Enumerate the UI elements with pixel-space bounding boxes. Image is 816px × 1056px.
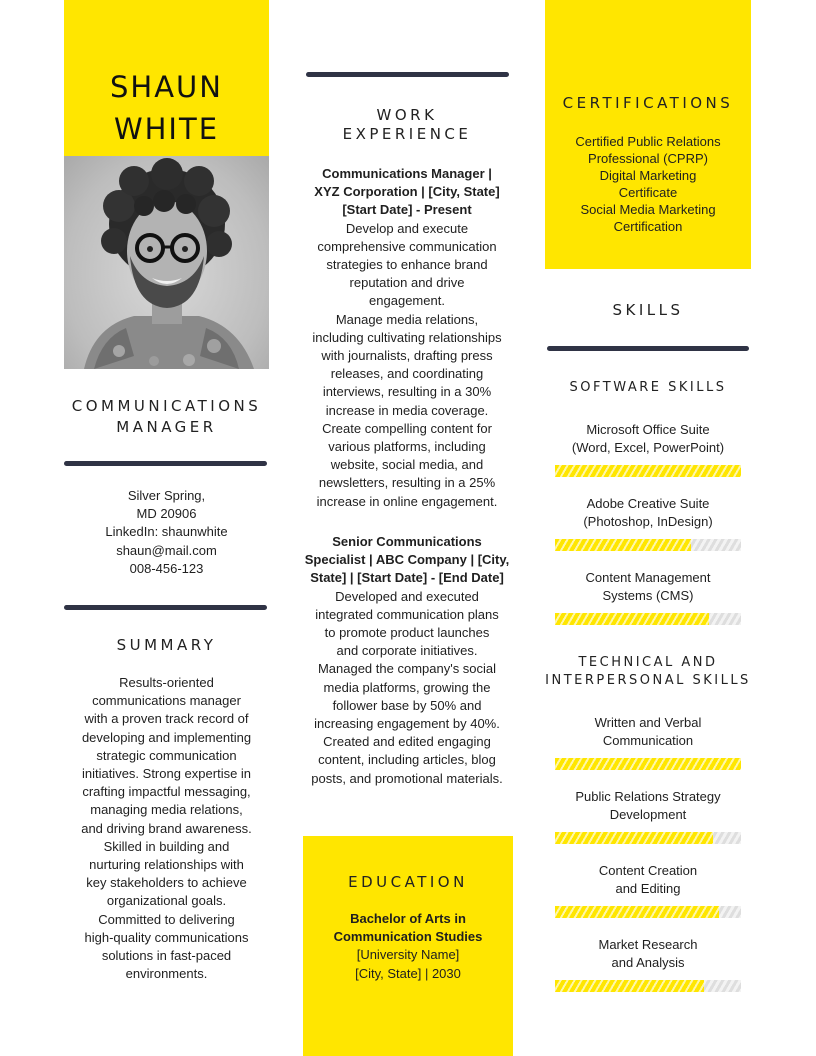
job-title-line: State] | [Start Date] - [End Date] [310, 570, 504, 586]
job-description-line: comprehensive communication [317, 238, 497, 254]
university-name: [University Name] [356, 947, 460, 963]
job-description-line: integrated communication plans [315, 606, 499, 622]
contact-address-city: Silver Spring, [127, 488, 206, 503]
job-description-line: increase in online engagement. [316, 493, 498, 509]
skill-label-line: Systems (CMS) [602, 588, 694, 604]
work-heading-line-1: WORK [376, 106, 438, 124]
skills-heading: SKILLS [612, 301, 684, 319]
certification-line: Certificate [618, 185, 678, 200]
skill-label-line: (Photoshop, InDesign) [583, 514, 713, 530]
certification-line: Digital Marketing [599, 168, 697, 183]
summary-line: key stakeholders to achieve [86, 875, 247, 891]
skill-bar-fill [555, 758, 741, 770]
job-description-line: Develop and execute [345, 220, 469, 236]
skill-label [545, 421, 751, 457]
job-description-line: Create compelling content for [322, 420, 492, 436]
summary-line: managing media relations, [90, 802, 243, 818]
divider-right [547, 346, 749, 351]
skill-label-line: Public Relations Strategy [575, 789, 721, 804]
summary-line: with a proven track record of [84, 711, 249, 727]
skill-bar-fill [555, 613, 709, 625]
certification-line: Certification [613, 219, 683, 234]
contact-linkedin: LinkedIn: shaunwhite [105, 524, 228, 540]
skill-level-bar [555, 980, 741, 992]
summary-line: solutions in fast-paced [101, 948, 232, 964]
skill-label-line: (Word, Excel, PowerPoint) [571, 440, 725, 456]
skill-bar-fill [555, 539, 691, 551]
skill-label-line: Content Management [585, 570, 711, 585]
summary-line: Skilled in building and [103, 838, 230, 854]
contact-email: shaun@mail.com [116, 542, 217, 558]
software-skills-heading: SOFTWARE SKILLS [569, 380, 727, 395]
summary-line: organizational goals. [106, 893, 227, 909]
skill-label-line: Market Research [598, 937, 698, 952]
job-description-line: engagement. [369, 293, 445, 309]
skill-label [545, 495, 751, 531]
skill-label-line: and Analysis [611, 955, 685, 971]
summary-line: initiatives. Strong expertise in [81, 766, 252, 782]
last-name: WHITE [113, 112, 220, 146]
divider-left-2 [64, 605, 267, 610]
job-description-line: Managed the company's social [317, 661, 497, 677]
skill-label-line: Written and Verbal [594, 715, 702, 730]
job-entry [299, 165, 515, 511]
skill-level-bar [555, 832, 741, 844]
degree-line-1: Bachelor of Arts in [350, 911, 466, 926]
technical-heading-line-1: TECHNICAL AND [578, 655, 718, 670]
certification-line: Social Media Marketing [580, 202, 716, 217]
skill-level-bar [555, 465, 741, 477]
job-description-line: posts, and promotional materials. [311, 770, 503, 786]
skill-label-line: and Editing [615, 881, 681, 897]
skill-label [545, 788, 751, 824]
job-description-line: with journalists, drafting press [321, 348, 493, 364]
first-name: SHAUN [110, 70, 223, 104]
skill-label [545, 936, 751, 972]
job-description-line: Manage media relations, [335, 311, 479, 327]
skill-level-bar [555, 758, 741, 770]
profile-photo [64, 156, 269, 369]
work-heading [303, 106, 511, 144]
job-description-line: interviews, resulting in a 30% [322, 384, 492, 400]
job-title-line-1: COMMUNICATIONS [71, 397, 262, 415]
job-entry [299, 533, 515, 788]
skill-label-line: Content Creation [598, 863, 698, 878]
skill-label [545, 862, 751, 898]
job-title-line: XYZ Corporation | [City, State] [314, 184, 500, 200]
job-title [64, 396, 269, 438]
certification-line: Certified Public Relations [575, 134, 721, 149]
education-heading: EDUCATION [348, 873, 468, 891]
skill-level-bar [555, 906, 741, 918]
skill-label [545, 569, 751, 605]
summary-line: nurturing relationships with [89, 857, 244, 873]
divider-middle-top [306, 72, 509, 77]
skill-label-line: Development [609, 807, 687, 823]
summary-line: developing and implementing [81, 729, 252, 745]
job-description-line: and corporate initiatives. [336, 643, 478, 659]
summary-line: Results-oriented [119, 675, 214, 690]
job-description-line: follower base by 50% and [332, 697, 482, 713]
job-description-line: Developed and executed [335, 588, 479, 604]
job-title-line: Communications Manager | [322, 166, 492, 181]
summary-text [64, 674, 269, 983]
summary-line: strategic communication [96, 747, 237, 763]
skill-label-line: Adobe Creative Suite [586, 496, 710, 511]
skill-label-line: Communication [602, 733, 694, 749]
technical-skills-heading [545, 654, 751, 690]
summary-line: and driving brand awareness. [81, 820, 252, 836]
degree-line-2: Communication Studies [333, 929, 483, 945]
skill-level-bar [555, 613, 741, 625]
job-description [299, 220, 515, 511]
job-description-line: website, social media, and [330, 457, 484, 473]
job-title-block [299, 165, 515, 220]
education-location-year: [City, State] | 2030 [355, 965, 461, 981]
job-description [299, 588, 515, 788]
job-description-line: media platforms, growing the [323, 679, 491, 695]
skill-level-bar [555, 539, 741, 551]
job-title-line: [Start Date] - Present [342, 202, 472, 218]
job-description-line: releases, and coordinating [330, 366, 484, 382]
summary-heading: SUMMARY [116, 636, 217, 654]
job-description-line: content, including articles, blog [318, 752, 496, 768]
skill-label-line: Microsoft Office Suite [586, 422, 710, 437]
job-title-line: Senior Communications [332, 534, 482, 549]
job-description-line: to promote product launches [324, 625, 490, 641]
work-heading-line-2: EXPERIENCE [342, 125, 472, 143]
summary-line: crafting impactful messaging, [82, 784, 251, 800]
contact-address-zip: MD 20906 [136, 506, 197, 522]
job-description-line: increasing engagement by 40%. [314, 716, 500, 732]
portrait-illustration [64, 156, 269, 369]
divider-left-1 [64, 461, 267, 466]
job-title-block [299, 533, 515, 588]
job-description-line: Created and edited engaging [323, 734, 491, 750]
job-description-line: strategies to enhance brand [326, 257, 488, 273]
skill-bar-fill [555, 906, 719, 918]
skill-bar-fill [555, 980, 704, 992]
job-description-line: newsletters, resulting in a 25% [318, 475, 496, 491]
job-title-line: Specialist | ABC Company | [City, [304, 552, 510, 568]
full-name [64, 66, 269, 150]
summary-line: communications manager [92, 693, 241, 709]
summary-line: high-quality communications [84, 929, 249, 945]
certifications-heading: CERTIFICATIONS [562, 94, 734, 112]
certifications-list [545, 133, 751, 235]
job-title-line-2: MANAGER [116, 418, 217, 436]
contact-phone: 008-456-123 [129, 560, 204, 576]
education-details [303, 910, 513, 983]
job-description-line: increase in media coverage. [325, 402, 489, 418]
job-description-line: reputation and drive [349, 275, 465, 291]
contact-info [64, 487, 269, 578]
summary-line: environments. [125, 966, 208, 982]
skill-label [545, 714, 751, 750]
certification-line: Professional (CPRP) [588, 151, 708, 166]
job-description-line: including cultivating relationships [312, 329, 502, 345]
summary-line: Committed to delivering [98, 911, 235, 927]
job-description-line: various platforms, including [328, 439, 486, 455]
skill-bar-fill [555, 465, 741, 477]
technical-heading-line-2: INTERPERSONAL SKILLS [545, 673, 751, 688]
skill-bar-fill [555, 832, 713, 844]
